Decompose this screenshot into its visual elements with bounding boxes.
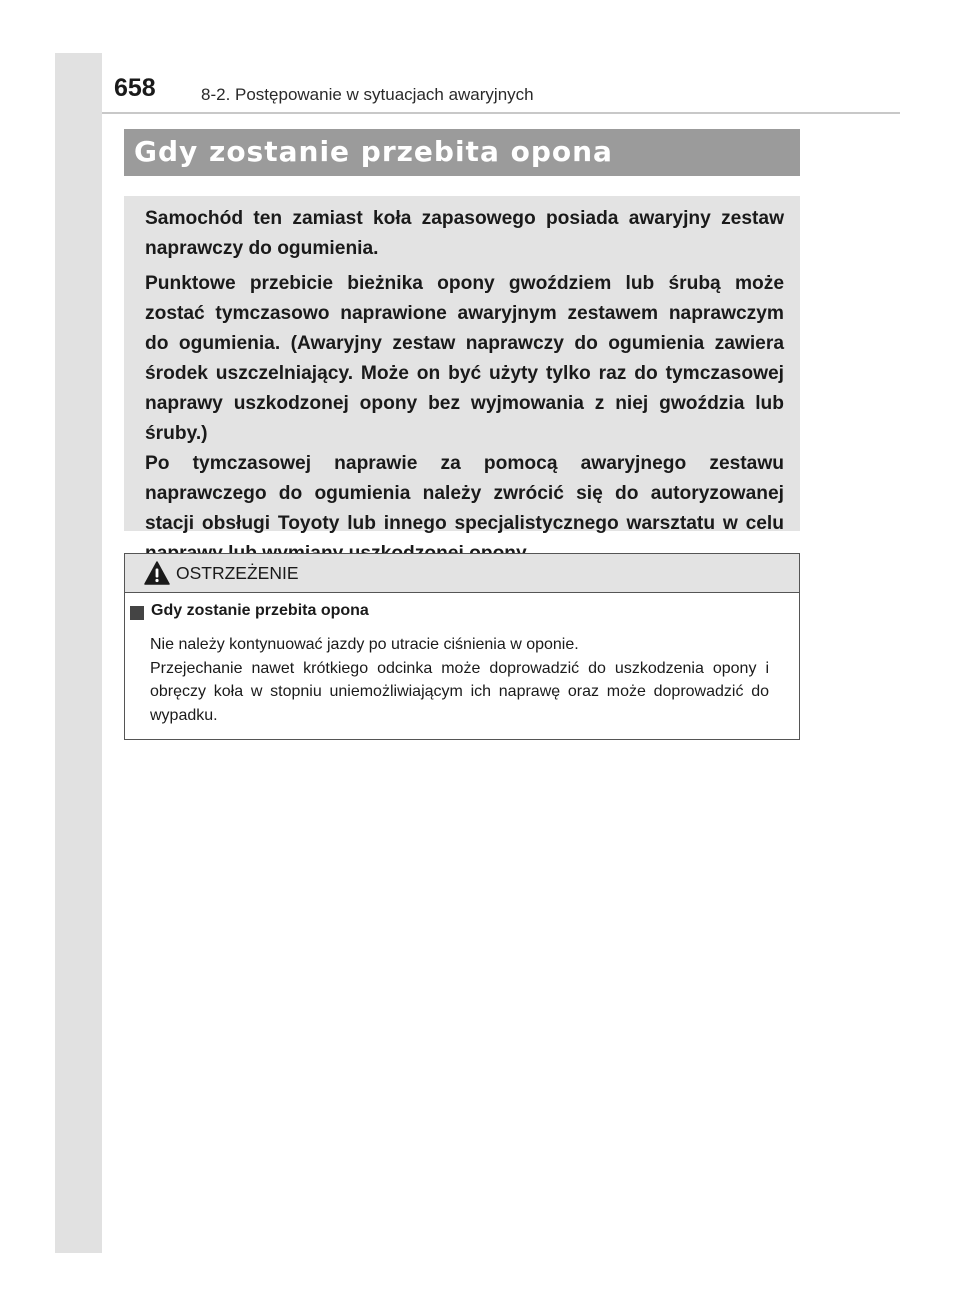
bullet-square	[130, 606, 144, 620]
intro-paragraph: Po tymczasowej naprawie za pomocą awaryjnego zestawu naprawczego do ogumienia należy zwrócić się do autoryzowanej stacji obsługi Toyoty lub innego specjalistycznego warsztatu w celu	[145, 453, 784, 534]
warning-header	[125, 554, 799, 593]
warning-item-title: Gdy zostanie przebita opona	[151, 602, 369, 619]
intro-paragraph: Samochód ten zamiast koła zapasowego posiada awaryjny zestaw naprawczy do ogumienia.	[145, 208, 784, 259]
warning-box	[124, 553, 800, 740]
page-number: 658	[114, 74, 156, 102]
section-label: 8-2. Postępowanie w sytuacjach awaryjnych	[201, 85, 534, 104]
intro-paragraph: Punktowe przebicie bieżnika opony gwoździem lub śrubą może zostać tymczasowo naprawione awaryjnym zestawem naprawczym do ogumienia. (Awaryjny zestaw naprawczy do ogumienia zawiera środek uszczelniający. Może on być użyty tylko raz do tymczasowej naprawy uszkodzonej opony bez wyjmowania z niej gwoździa lub śruby.)	[145, 273, 784, 444]
title-bar	[124, 129, 800, 176]
warning-line: Przejechanie nawet krótkiego odcinka może doprowadzić do uszkodzenia opony i obręczy koła w stopniu uniemożliwiającym ich naprawę oraz może doprowadzić do wypadku.	[150, 659, 769, 724]
intro-text	[145, 204, 784, 569]
page-margin-strip	[55, 53, 102, 1253]
warning-line: Nie należy kontynuować jazdy po utracie ciśnienia w oponie.	[150, 636, 579, 653]
intro-box	[124, 196, 800, 534]
page-header	[102, 68, 900, 114]
warning-item-body	[150, 633, 769, 727]
warning-title: OSTRZEŻENIE	[176, 563, 299, 583]
warning-triangle-icon	[144, 561, 170, 585]
page-title: Gdy zostanie przebita opona	[134, 135, 613, 168]
